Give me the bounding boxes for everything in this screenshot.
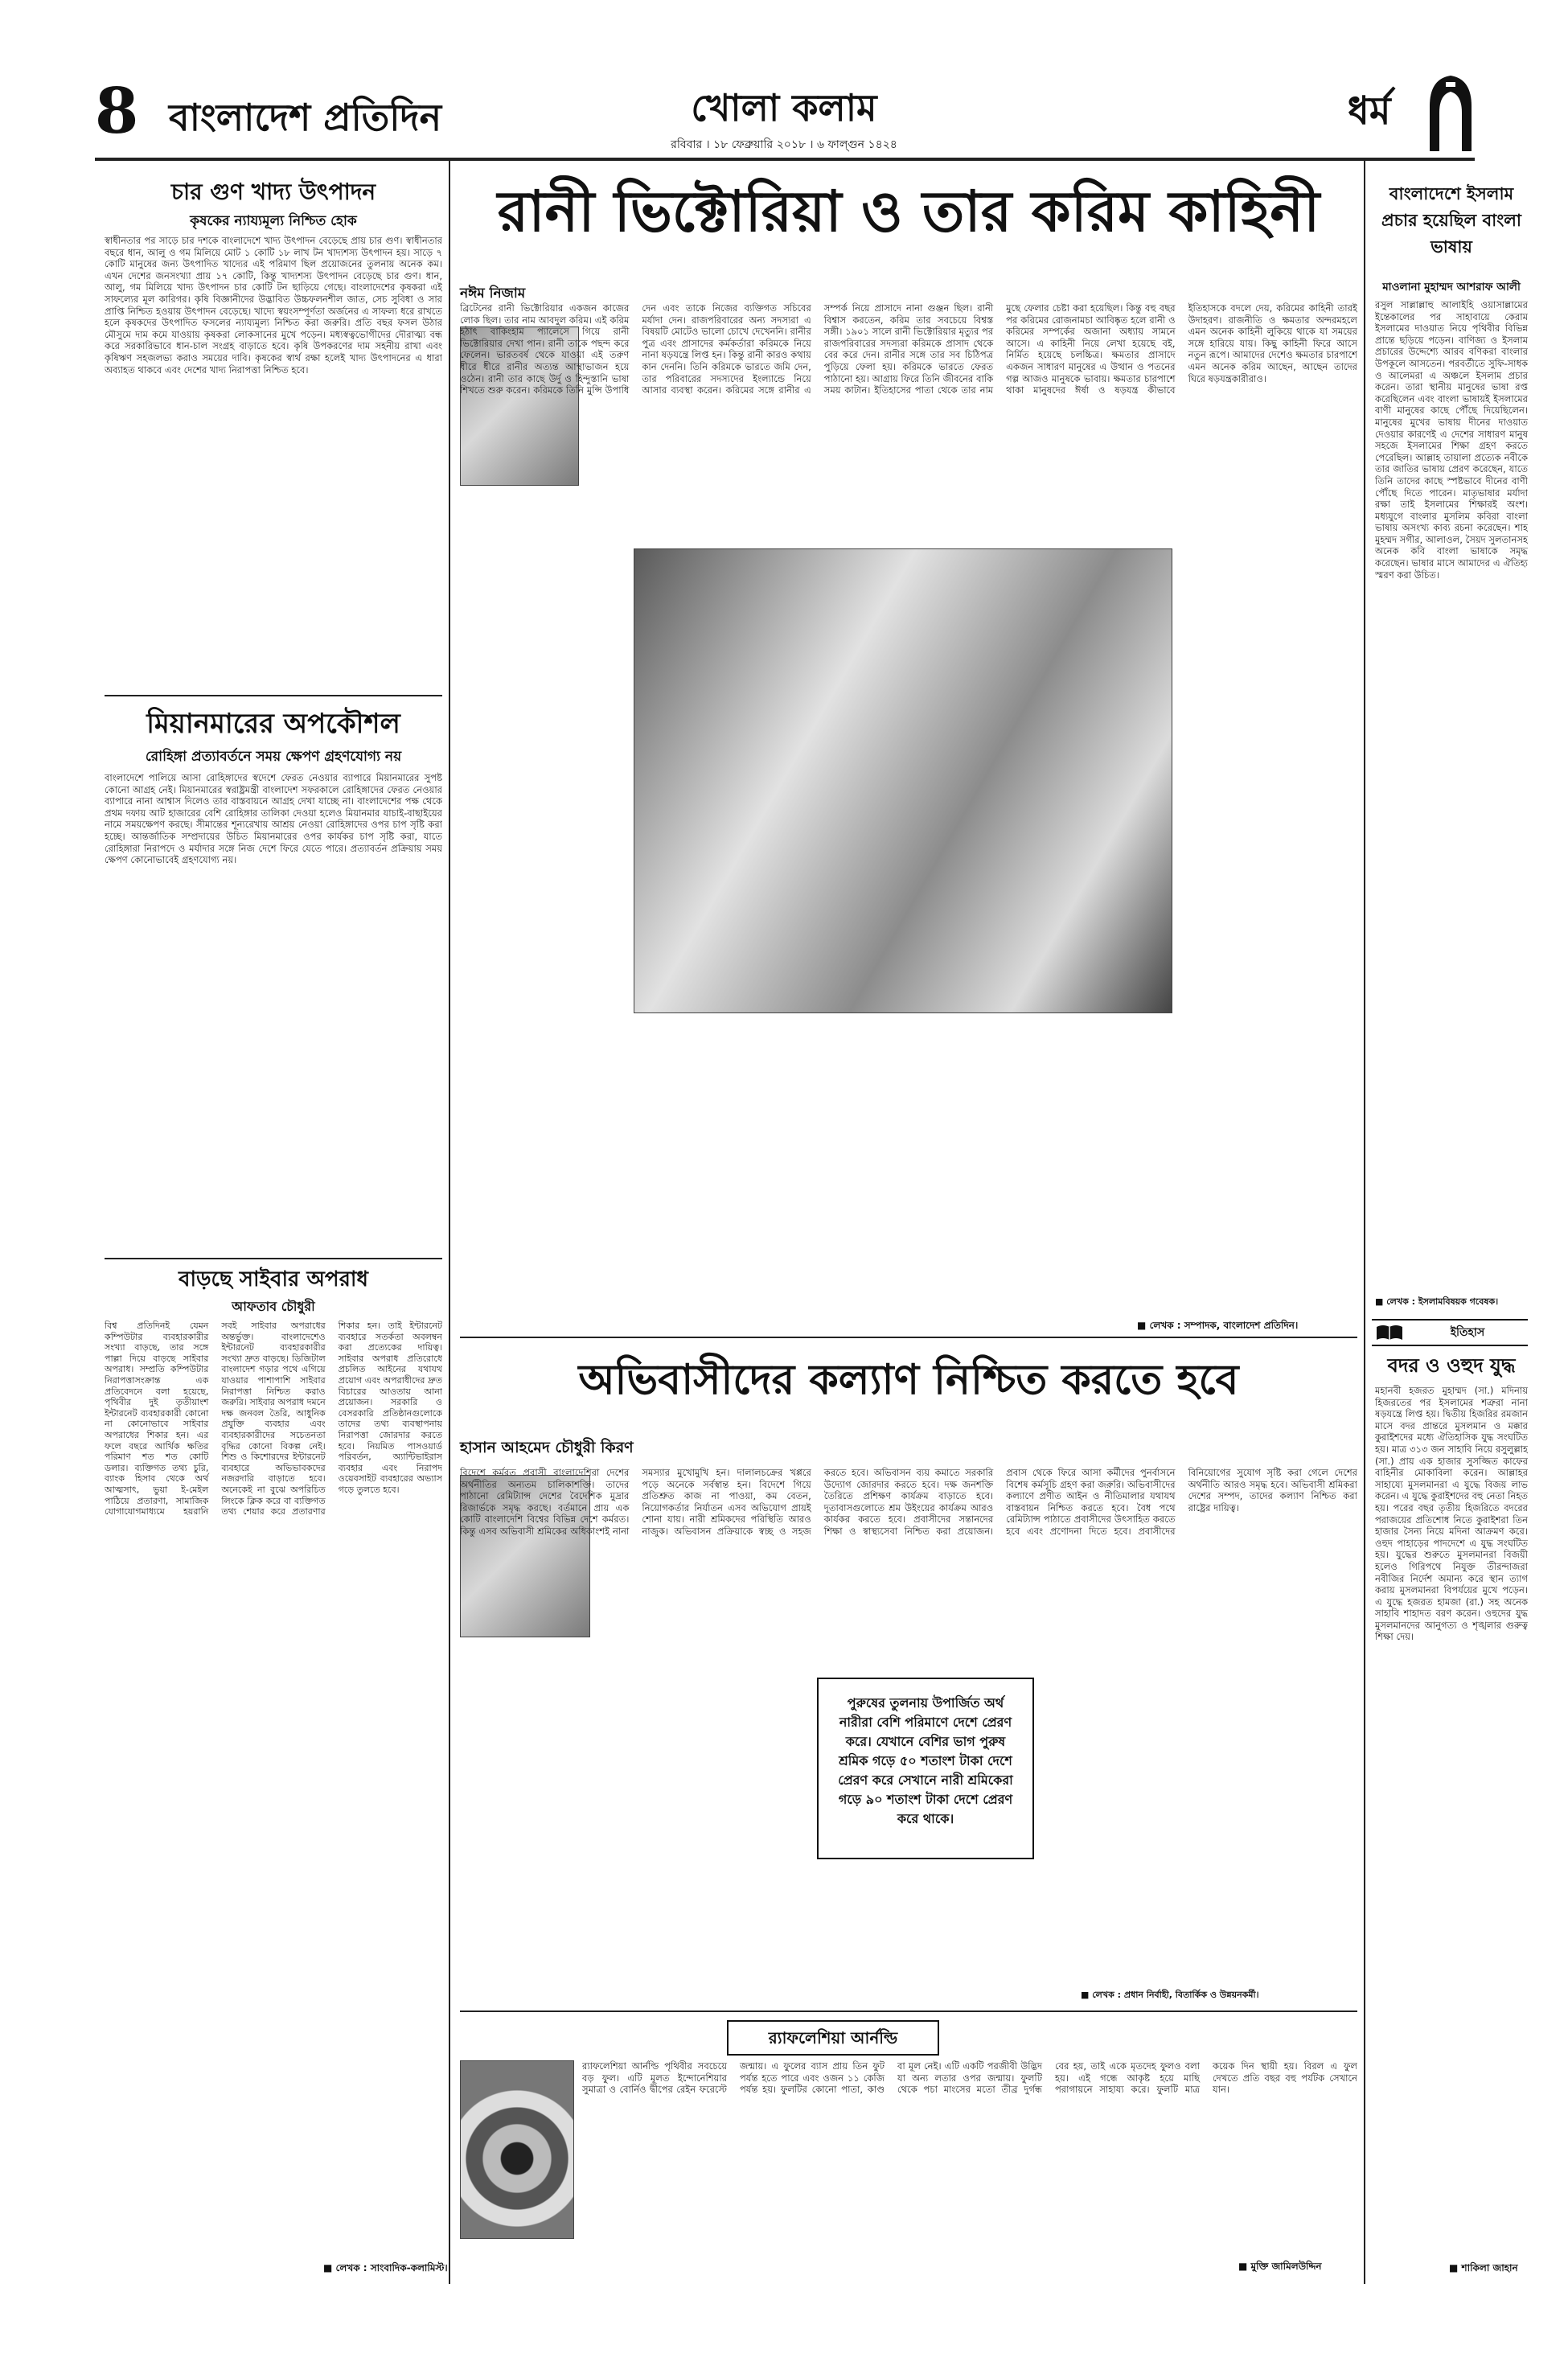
myanmar-title: মিয়ানমারের অপকৌশল [146, 708, 400, 740]
history-body: মহানবী হজরত মুহাম্মদ (সা.) মদিনায় হিজরতের পর ইসলামের শত্রুরা নানা ষড়যন্ত্রে লিপ্ত হয়। দ্বিতীয় হিজরির রমজান মাসে বদর প্রান্তরে মুসলমান ও মক্কার কুরাইশদের মধ্যে ঐতিহাসিক যুদ্ধ সংঘটিত হয়। মাত্র ৩১৩ জন সাহাবি নিয়ে রসুলুল্লাহ (সা.) প্রায় এক হাজার সুসজ্জিত কাফের বাহিনীর মোকাবিলা করেন। আল্লাহর সাহায্যে মুসলমানরা এ যুদ্ধে বিজয় লাভ করেন। এ যুদ্ধে কুরাইশদের বহু নেতা নিহত হয়। পরের বছর তৃতীয় হিজরিতে বদরের পরাজয়ের প্রতিশোধ নিতে কুরাইশরা তিন হাজার সৈন্য নিয়ে মদিনা আক্রমণ করে। ওহুদ পাহাড়ের পাদদেশে এ যুদ্ধ সংঘটিত হয়। যুদ্ধের শুরুতে মুসলমানরা বিজয়ী হলেও গিরিপথে নিযুক্ত তীরন্দাজরা নবীজির নির্দেশ অমান্য করে স্থান ত্যাগ করায় মুসলমানরা বিপর্যয়ের মুখে পড়েন। এ যুদ্ধে হজরত হামজা (রা.) সহ অনেক সাহাবি শাহাদত বরণ করেন। ওহুদের যুদ্ধ মুসলমানদের আনুগত্য ও শৃঙ্খলার গুরুত্ব শিক্ষা দেয়। [1375, 1385, 1528, 1643]
history-title: বদর ও ওহুদ যুদ্ধ [1387, 1353, 1516, 1377]
right-column-rule [1364, 161, 1365, 2284]
food-body: স্বাধীনতার পর সাড়ে চার দশকে বাংলাদেশে খাদ্য উৎপাদন বেড়েছে প্রায় চার গুণ। স্বাধীনতার বছরে ধান, আলু ও গম মিলিয়ে মোট ১ কোটি ১৮ লাখ টন খাদ্যশস্য উৎপাদন হয়। সাড়ে ৭ কোটি মানুষের জন্য উৎপাদিত খাদ্যের এই পরিমাণ ছিল প্রয়োজনের তুলনায় অনেক কম। এখন দেশের জনসংখ্যা প্রায় ১৭ কোটি, কিন্তু খাদ্যশস্য উৎপাদন বেড়েছে চার গুণ। ধান, আলু, গম মিলিয়ে খাদ্য উৎপাদন চার কোটি টন ছাড়িয়ে গেছে। বাংলাদেশের কৃষকরা এই সাফল্যের মূল কারিগর। কৃষি বিজ্ঞানীদের উদ্ভাবিত উচ্চফলনশীল জাত, সেচ সুবিধা ও সার প্রাপ্তি নিশ্চিত হওয়ায় উৎপাদন বেড়েছে। খাদ্যে স্বয়ংসম্পূর্ণতা অর্জনের এ সাফল্য ধরে রাখতে হলে কৃষকদের উৎপাদিত ফসলের ন্যায্যমূল্য নিশ্চিত করা জরুরি। প্রতি বছর ফসল উঠার মৌসুমে দাম কমে যাওয়ায় কৃষকরা লোকসানের মুখে পড়েন। মধ্যস্বত্বভোগীদের দৌরাত্ম্য বন্ধ করে সরকারিভাবে ধান-চাল সংগ্রহ বাড়াতে হবে। কৃষি উপকরণের দাম সহনীয় রাখা এবং কৃষিঋণ সহজলভ্য করাও সময়ের দাবি। কৃষকের স্বার্থ রক্ষা হলেই খাদ্য উৎপাদনের এ ধারা অব্যাহত থাকবে এবং দেশের খাদ্য নিরাপত্তা নিশ্চিত হবে। [105, 235, 442, 376]
rafflesia-body: র‍্যাফলেশিয়া আর্নল্ডি পৃথিবীর সবচেয়ে বড় ফুল। এটি মূলত ইন্দোনেশিয়ার সুমাত্রা ও বোর্নিও দ্বীপের রেইন ফরেস্টে জন্মায়। এ ফুলের ব্যাস প্রায় তিন ফুট পর্যন্ত হতে পারে এবং ওজন ১১ কেজি পর্যন্ত হয়। ফুলটির কোনো পাতা, কাণ্ড বা মূল নেই। এটি একটি পরজীবী উদ্ভিদ যা অন্য লতার ওপর জন্মায়। ফুলটি থেকে পচা মাংসের মতো তীব্র দুর্গন্ধ বের হয়, তাই একে মৃতদেহ ফুলও বলা হয়। এই গন্ধে আকৃষ্ট হয়ে মাছি পরাগায়নে সাহায্য করে। ফুলটি মাত্র কয়েক দিন স্থায়ী হয়। বিরল এ ফুল দেখতে প্রতি বছর বহু পর্যটক সেখানে যান। [582, 2060, 1357, 2096]
islam-body: রসুল সাল্লাল্লাহু আলাইহি ওয়াসাল্লামের ইন্তেকালের পর সাহাবায়ে কেরাম ইসলামের দাওয়াত নিয়ে পৃথিবীর বিভিন্ন প্রান্তে ছড়িয়ে পড়েন। বাণিজ্য ও ইসলাম প্রচারের উদ্দেশ্যে আরব বণিকরা বাংলার উপকূলে আসতেন। পরবর্তীতে সুফি-সাধক ও আলেমরা এ অঞ্চলে ইসলাম প্রচার করেন। তারা স্থানীয় মানুষের ভাষা রপ্ত করেছিলেন এবং বাংলা ভাষায়ই ইসলামের বাণী মানুষের কাছে পৌঁছে দিয়েছিলেন। মানুষের মুখের ভাষায় দীনের দাওয়াত দেওয়ার কারণেই এ দেশের সাধারণ মানুষ সহজে ইসলামের শিক্ষা গ্রহণ করতে পেরেছিল। আল্লাহ তায়ালা প্রত্যেক নবীকে তার জাতির ভাষায় প্রেরণ করেছেন, যাতে তিনি তাদের কাছে স্পষ্টভাবে দীনের বাণী পৌঁছে দিতে পারেন। মাতৃভাষার মর্যাদা রক্ষা তাই ইসলামের শিক্ষারই অংশ। মধ্যযুগে বাংলার মুসলিম কবিরা বাংলা ভাষায় অসংখ্য কাব্য রচনা করেছেন। শাহ মুহম্মদ সগীর, আলাওল, সৈয়দ সুলতানসহ অনেক কবি বাংলা ভাষাকে সমৃদ্ধ করেছেন। ভাষার মাসে আমাদের এ ঐতিহ্য স্মরণ করা উচিত। [1375, 299, 1528, 581]
victoria-footnote: ■ লেখক : সম্পাদক, বাংলাদেশ প্রতিদিন। [1137, 1320, 1299, 1331]
islam-title: বাংলাদেশে ইসলাম প্রচার হয়েছিল বাংলা ভাষায় [1381, 183, 1522, 257]
cyber-footnote: ■ লেখক : সাংবাদিক-কলামিস্ট। [323, 2262, 448, 2273]
masthead-rule [95, 158, 1475, 161]
paper-name: বাংলাদেশ প্রতিদিন [169, 96, 442, 139]
food-subtitle: কৃষকের ন্যায্যমূল্য নিশ্চিত হোক [190, 213, 357, 229]
pullquote-box [817, 1678, 1034, 1859]
islam-footnote: ■ লেখক : ইসলামবিষয়ক গবেষক। [1375, 1296, 1499, 1307]
cyber-title: বাড়ছে সাইবার অপরাধ [178, 1267, 368, 1292]
myanmar-divider [105, 1258, 442, 1259]
history-footnote: ■ শাকিলা জাহান [1449, 2262, 1518, 2273]
myanmar-subtitle: রোহিঙ্গা প্রত্যাবর্তনে সময় ক্ষেপণ গ্রহণযোগ্য নয় [145, 749, 402, 765]
center-divider-2 [460, 2011, 1357, 2012]
food-title: চার গুণ খাদ্য উৎপাদন [170, 179, 376, 205]
rafflesia-title-box [727, 2020, 939, 2056]
section-title: খোলা কলাম [691, 86, 877, 129]
victoria-body: ব্রিটেনের রানী ভিক্টোরিয়ার একজন কাজের লোক ছিল। তার নাম আবদুল করিম। এই করিম হঠাৎ বাকিংহাম প্যালেসে গিয়ে রানী ভিক্টোরিয়ার দেখা পান। রানী তাকে পছন্দ করে ফেলেন। ভারতবর্ষ থেকে যাওয়া এই তরুণ ধীরে ধীরে রানীর অত্যন্ত আস্থাভাজন হয়ে ওঠেন। রানী তার কাছে উর্দু ও হিন্দুস্তানি ভাষা শিখতে শুরু করেন। করিমকে তিনি মুন্সি উপাধি দেন এবং তাকে নিজের ব্যক্তিগত সচিবের মর্যাদা দেন। রাজপরিবারের অন্য সদস্যরা এ বিষয়টি মোটেও ভালো চোখে দেখেননি। রানীর পুত্র এবং প্রাসাদের কর্মকর্তারা করিমকে নিয়ে নানা ষড়যন্ত্রে লিপ্ত হন। কিন্তু রানী কারও কথায় কান দেননি। তিনি করিমকে ভারতে জমি দেন, তার পরিবারের সদস্যদের ইংল্যান্ডে নিয়ে আসার ব্যবস্থা করেন। করিমের সঙ্গে রানীর এ সম্পর্ক নিয়ে প্রাসাদে নানা গুঞ্জন ছিল। রানী বিশ্বাস করতেন, করিম তার সবচেয়ে বিশ্বস্ত সঙ্গী। ১৯০১ সালে রানী ভিক্টোরিয়ার মৃত্যুর পর রাজপরিবারের সদস্যরা করিমকে প্রাসাদ থেকে বের করে দেন। রানীর সঙ্গে তার সব চিঠিপত্র পুড়িয়ে ফেলা হয়। করিমকে ভারতে ফেরত পাঠানো হয়। আগ্রায় ফিরে তিনি জীবনের বাকি সময় কাটান। ইতিহাসের পাতা থেকে তার নাম মুছে ফেলার চেষ্টা করা হয়েছিল। কিন্তু বহু বছর পর করিমের রোজনামচা আবিষ্কৃত হলে রানী ও করিমের সম্পর্কের অজানা অধ্যায় সামনে আসে। এ কাহিনী নিয়ে লেখা হয়েছে বই, নির্মিত হয়েছে চলচ্চিত্র। ক্ষমতার প্রাসাদে একজন সাধারণ মানুষের এ উত্থান ও পতনের গল্প আজও মানুষকে ভাবায়। ক্ষমতার চারপাশে থাকা মানুষদের ঈর্ষা ও ষড়যন্ত্র কীভাবে ইতিহাসকে বদলে দেয়, করিমের কাহিনী তারই উদাহরণ। রাজনীতি ও ক্ষমতার অন্দরমহলে এমন অনেক কাহিনী লুকিয়ে থাকে যা সময়ের সঙ্গে হারিয়ে যায়। কিছু কাহিনী ফিরে আসে নতুন রূপে। আমাদের দেশেও ক্ষমতার চারপাশে এমন অনেক করিম আছেন, আছেন তাদের ঘিরে ষড়যন্ত্রকারীরাও। [460, 302, 1357, 396]
migrant-body: বিদেশে কর্মরত প্রবাসী বাংলাদেশিরা দেশের অর্থনীতির অন্যতম চালিকাশক্তি। তাদের পাঠানো রেমিট্যান্স দেশের বৈদেশিক মুদ্রার রিজার্ভকে সমৃদ্ধ করছে। বর্তমানে প্রায় এক কোটি বাংলাদেশি বিশ্বের বিভিন্ন দেশে কর্মরত। কিন্তু এসব অভিবাসী শ্রমিকের অধিকাংশই নানা সমস্যার মুখোমুখি হন। দালালচক্রের খপ্পরে পড়ে অনেকে সর্বস্বান্ত হন। বিদেশে গিয়ে প্রতিশ্রুত কাজ না পাওয়া, কম বেতন, নিয়োগকর্তার নির্যাতন এসব অভিযোগ প্রায়ই শোনা যায়। নারী শ্রমিকদের পরিস্থিতি আরও নাজুক। অভিবাসন প্রক্রিয়াকে স্বচ্ছ ও সহজ করতে হবে। অভিবাসন ব্যয় কমাতে সরকারি উদ্যোগ জোরদার করতে হবে। দক্ষ জনশক্তি তৈরিতে প্রশিক্ষণ কার্যক্রম বাড়াতে হবে। দূতাবাসগুলোতে শ্রম উইংয়ের কার্যক্রম আরও কার্যকর করতে হবে। প্রবাসীদের সন্তানদের শিক্ষা ও স্বাস্থ্যসেবা নিশ্চিত করা প্রয়োজন। প্রবাস থেকে ফিরে আসা কর্মীদের পুনর্বাসনে বিশেষ কর্মসূচি গ্রহণ করা জরুরি। অভিবাসীদের কল্যাণে প্রণীত আইন ও নীতিমালার যথাযথ বাস্তবায়ন নিশ্চিত করতে হবে। বৈধ পথে রেমিট্যান্স পাঠাতে প্রবাসীদের উৎসাহিত করতে হবে এবং প্রণোদনা দিতে হবে। প্রবাসীদের বিনিয়োগের সুযোগ সৃষ্টি করা গেলে দেশের অর্থনীতি আরও সমৃদ্ধ হবে। অভিবাসী শ্রমিকরা দেশের সম্পদ, তাদের কল্যাণ নিশ্চিত করা রাষ্ট্রের দায়িত্ব। [460, 1467, 1357, 1537]
history-label: ইতিহাস [1450, 1326, 1485, 1339]
food-divider [105, 695, 442, 696]
rafflesia-title: র‍্যাফলেশিয়া আর্নল্ডি [768, 2028, 898, 2047]
cyber-author: আফতাব চৌধুরী [232, 1299, 315, 1314]
islam-author: মাওলানা মুহাম্মদ আশরাফ আলী [1382, 281, 1521, 294]
rafflesia-photo [460, 2060, 574, 2239]
left-column-rule [449, 161, 450, 2284]
cyber-body: বিশ্ব প্রতিদিনই যেমন কম্পিউটার ব্যবহারকারীর সংখ্যা বাড়ছে, তার সঙ্গে পাল্লা দিয়ে বাড়ছে সাইবার অপরাধ। সম্প্রতি কম্পিউটার নিরাপত্তাসংক্রান্ত এক প্রতিবেদনে বলা হয়েছে, পৃথিবীর দুই তৃতীয়াংশ ইন্টারনেট ব্যবহারকারী কোনো না কোনোভাবে সাইবার অপরাধের শিকার হন। এর ফলে বছরে আর্থিক ক্ষতির পরিমাণ শত শত কোটি ডলার। ব্যক্তিগত তথ্য চুরি, ব্যাংক হিসাব থেকে অর্থ আত্মসাৎ, ভুয়া ই-মেইল পাঠিয়ে প্রতারণা, সামাজিক যোগাযোগমাধ্যমে হয়রানি সবই সাইবার অপরাধের অন্তর্ভুক্ত। বাংলাদেশেও ইন্টারনেট ব্যবহারকারীর সংখ্যা দ্রুত বাড়ছে। ডিজিটাল বাংলাদেশ গড়ার পথে এগিয়ে যাওয়ার পাশাপাশি সাইবার নিরাপত্তা নিশ্চিত করাও জরুরি। সাইবার অপরাধ দমনে দক্ষ জনবল তৈরি, আধুনিক প্রযুক্তি ব্যবহার এবং ব্যবহারকারীদের সচেতনতা বৃদ্ধির কোনো বিকল্প নেই। শিশু ও কিশোরদের ইন্টারনেট ব্যবহারে অভিভাবকদের নজরদারি বাড়াতে হবে। অনেকেই না বুঝে অপরিচিত লিংকে ক্লিক করে বা ব্যক্তিগত তথ্য শেয়ার করে প্রতারণার শিকার হন। তাই ইন্টারনেট ব্যবহারে সতর্কতা অবলম্বন করা প্রত্যেকের দায়িত্ব। সাইবার অপরাধ প্রতিরোধে প্রচলিত আইনের যথাযথ প্রয়োগ এবং অপরাধীদের দ্রুত বিচারের আওতায় আনা প্রয়োজন। সরকারি ও বেসরকারি প্রতিষ্ঠানগুলোকে তাদের তথ্য ব্যবস্থাপনায় নিরাপত্তা জোরদার করতে হবে। নিয়মিত পাসওয়ার্ড পরিবর্তন, অ্যান্টিভাইরাস ব্যবহার এবং নিরাপদ ওয়েবসাইট ব্যবহারের অভ্যাস গড়ে তুলতে হবে। [105, 1320, 442, 1518]
migrant-author: হাসান আহমেদ চৌধুরী কিরণ [460, 1439, 634, 1456]
page-number: 8 [95, 75, 139, 148]
history-label-box [1372, 1319, 1528, 1346]
mosque-arch-icon [1426, 74, 1475, 153]
open-book-icon [1375, 1324, 1404, 1341]
migrant-title: অভিবাসীদের কল্যাণ নিশ্চিত করতে হবে [578, 1355, 1239, 1404]
rafflesia-footnote: ■ মুক্তি জামিলউদ্দিন [1238, 2261, 1322, 2272]
victoria-author: নঈম নিজাম [460, 285, 526, 302]
myanmar-body: বাংলাদেশে পালিয়ে আসা রোহিঙ্গাদের স্বদেশে ফেরত নেওয়ার ব্যাপারে মিয়ানমারের সুপষ্ট কোনো আগ্রহ নেই। মিয়ানমারের স্বরাষ্ট্রমন্ত্রী বাংলাদেশ সফরকালে রোহিঙ্গাদের ফেরত নেওয়ার ব্যাপারে নানা আশ্বাস দিলেও তার বাস্তবায়নে আগ্রহ দেখা যাচ্ছে না। বাংলাদেশের পক্ষ থেকে প্রথম দফায় আট হাজারের বেশি রোহিঙ্গার তালিকা দেওয়া হলেও মিয়ানমার যাচাই-বাছাইয়ের নামে সময়ক্ষেপণ করছে। সীমান্তের শূন্যরেখায় আশ্রয় নেওয়া রোহিঙ্গাদের ওপর চাপ সৃষ্টি করা হচ্ছে। আন্তর্জাতিক সম্প্রদায়ের উচিত মিয়ানমারের ওপর কার্যকর চাপ সৃষ্টি করা, যাতে রোহিঙ্গারা নিরাপদে ও মর্যাদার সঙ্গে নিজ দেশে ফিরে যেতে পারে। প্রত্যাবর্তন প্রক্রিয়ায় সময় ক্ষেপণ কোনোভাবেই গ্রহণযোগ্য নয়। [105, 772, 442, 866]
page-category: ধর্ম [1348, 88, 1391, 133]
victoria-title: রানী ভিক্টোরিয়া ও তার করিম কাহিনী [497, 178, 1320, 244]
center-divider [460, 1337, 1357, 1338]
pullquote-text: পুরুষের তুলনায় উপার্জিত অর্থ নারীরা বেশি পরিমাণে দেশে প্রেরণ করে। যেখানে বেশির ভাগ পুরুষ শ্রমিক গড়ে ৫০ শতাংশ টাকা দেশে প্রেরণ করে সেখানে নারী শ্রমিকেরা গড়ে ৯০ শতাংশ টাকা দেশে প্রেরণ করে থাকে। [838, 1695, 1013, 1826]
date-line: রবিবার । ১৮ ফেব্রুয়ারি ২০১৮ । ৬ ফাল্গুন ১৪২৪ [671, 138, 897, 151]
migrant-footnote: ■ লেখক : প্রধান নির্বাহী, বিতার্কিক ও উন্নয়নকর্মী। [1081, 1990, 1259, 2000]
